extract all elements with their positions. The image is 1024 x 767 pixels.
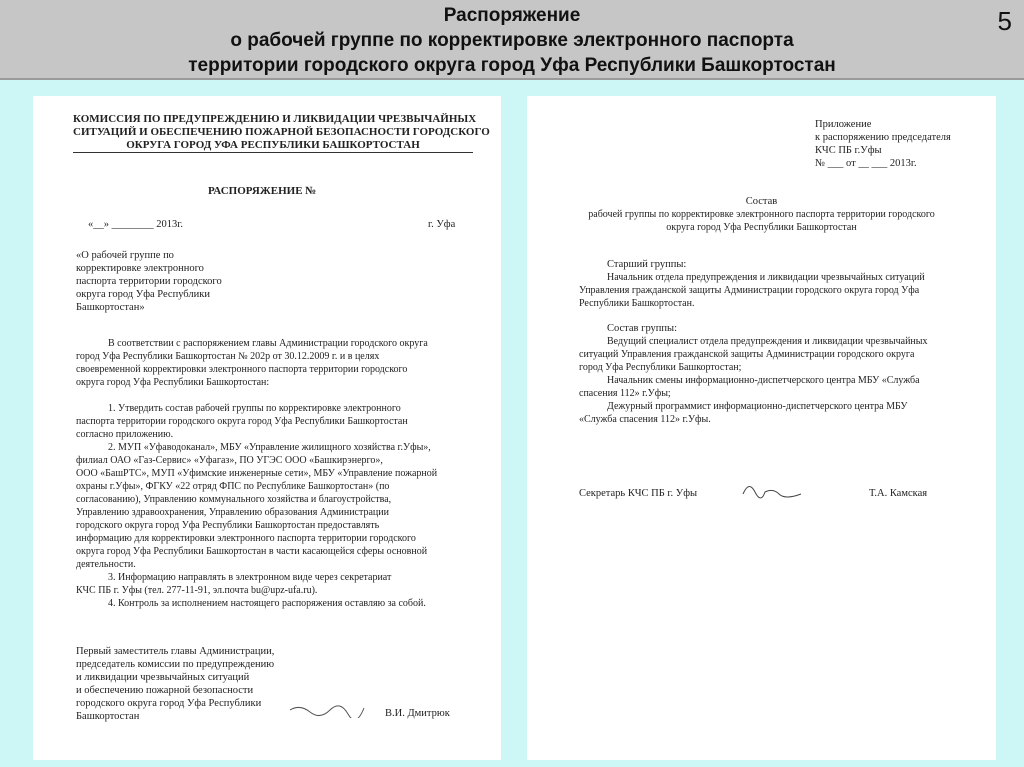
slide-number: 5	[997, 6, 1012, 36]
heading-line: округа город Уфа Республики Башкортостан	[666, 222, 857, 233]
order-title: РАСПОРЯЖЕНИЕ №	[208, 185, 317, 197]
subject-line: «О рабочей группе по	[76, 250, 174, 261]
member-line: Ведущий специалист отдела предупреждения и ликвидации чрезвычайных	[607, 336, 928, 347]
member-line: город Уфа Республики Башкортостан;	[579, 362, 742, 373]
heading-line: рабочей группы по корректировке электронного паспорта территории городского	[588, 209, 935, 220]
leader-line: Управления гражданской защиты Администрации городского округа город Уфа	[579, 285, 920, 296]
item-line: городского округа город Уфа Республики Башкортостан предоставлять	[76, 520, 380, 531]
leader-label: Старший группы:	[607, 259, 687, 270]
secretary-name: Т.А. Камская	[869, 488, 928, 499]
order-document	[33, 96, 501, 760]
subject-line: Башкортостан»	[76, 302, 145, 313]
order-date: «__» ________ 2013г.	[88, 219, 183, 230]
item-line: округа город Уфа Республики Башкортостан в части касающейся сферы основной	[76, 546, 428, 557]
item-line: деятельности.	[76, 559, 136, 570]
item-line: Управлению здравоохранения, Управлению образования Администрации	[76, 507, 389, 518]
subject-line: округа город Уфа Республики	[76, 289, 210, 300]
item-line: ООО «БашРТС», МУП «Уфимские инженерные сети», МБУ «Управление пожарной	[76, 468, 438, 479]
commission-line: СИТУАЦИЙ И ОБЕСПЕЧЕНИЮ ПОЖАРНОЙ БЕЗОПАСНОСТИ ГОРОДСКОГО	[73, 126, 490, 138]
item-line: 2. МУП «Уфаводоканал», МБУ «Управление жилищного хозяйства г.Уфы»,	[108, 442, 431, 453]
signature-line: и ликвидации чрезвычайных ситуаций	[76, 672, 250, 683]
commission-line: КОМИССИЯ ПО ПРЕДУПРЕЖДЕНИЮ И ЛИКВИДАЦИИ ЧРЕЗВЫЧАЙНЫХ	[73, 113, 477, 125]
preamble-line: округа город Уфа Республики Башкортостан:	[76, 377, 270, 388]
item-line: согласно приложению.	[76, 429, 174, 440]
item-line: 4. Контроль за исполнением настоящего распоряжения оставляю за собой.	[108, 598, 426, 609]
members-label: Состав группы:	[607, 323, 678, 334]
title-line: Распоряжение	[443, 5, 581, 26]
appendix-document	[527, 96, 996, 760]
order-city: г. Уфа	[428, 219, 456, 230]
signature-line: председатель комиссии по предупреждению	[76, 659, 275, 670]
subject-line: паспорта территории городского	[76, 276, 222, 287]
leader-line: Начальник отдела предупреждения и ликвидации чрезвычайных ситуаций	[607, 272, 925, 283]
preamble-line: город Уфа Республики Башкортостан № 202р от 30.12.2009 г. и в целях	[76, 351, 380, 362]
signatory-name: В.И. Дмитрюк	[385, 708, 450, 719]
signature-line: Первый заместитель главы Администрации,	[76, 646, 275, 657]
appendix-line: к распоряжению председателя	[815, 132, 951, 143]
preamble-line: своевременной корректировки электронного паспорта территории городского	[76, 364, 408, 375]
appendix-line: Приложение	[815, 119, 872, 130]
item-line: паспорта территории городского округа город Уфа Республики Башкортостан	[76, 416, 408, 427]
subject-line: корректировке электронного	[76, 263, 204, 274]
slide-title	[0, 3, 1024, 78]
member-line: ситуаций Управления гражданской защиты Администрации городского округа	[579, 349, 915, 360]
signature-line: и обеспечению пожарной безопасности	[76, 685, 254, 696]
appendix-line: № ___ от __ ___ 2013г.	[815, 158, 917, 169]
appendix-line: КЧС ПБ г.Уфы	[815, 145, 882, 156]
slide-header	[0, 0, 1024, 80]
member-line: Дежурный программист информационно-диспетчерского центра МБУ	[607, 401, 908, 412]
member-line: «Служба спасения 112» г.Уфы.	[579, 414, 711, 425]
item-line: информацию для корректировки электронного паспорта территории городского	[76, 533, 416, 544]
signature-line: городского округа город Уфа Республики	[76, 698, 262, 709]
member-line: Начальник смены информационно-диспетчерского центра МБУ «Служба	[607, 375, 920, 386]
item-line: охраны г.Уфы», ФГКУ «22 отряд ФПС по Республике Башкортостан» (по	[76, 481, 390, 492]
preamble-line: В соответствии с распоряжением главы Администрации городского округа	[108, 338, 428, 349]
heading-line: Состав	[745, 196, 778, 207]
secretary-label: Секретарь КЧС ПБ г. Уфы	[579, 488, 698, 499]
title-line: о рабочей группе по корректировке электронного паспорта	[230, 30, 794, 51]
secretary-signature	[739, 478, 809, 500]
title-line: территории городского округа город Уфа Республики Башкортостан	[188, 55, 836, 76]
leader-line: Республики Башкортостан.	[579, 298, 695, 309]
signature-scribble	[288, 696, 368, 718]
item-line: 3. Информацию направлять в электронном виде через секретариат	[108, 572, 392, 583]
item-line: согласованию), Управлению коммунального хозяйства и благоустройства,	[76, 494, 392, 505]
signature-line: Башкортостан	[76, 711, 140, 722]
item-line: филиал ОАО «Газ-Сервис» «Уфагаз», ПО УГЭС ООО «Башкирэнерго»,	[76, 455, 383, 466]
item-line: КЧС ПБ г. Уфы (тел. 277-11-91, эл.почта bu@upz-ufa.ru).	[76, 585, 318, 596]
commission-line: ОКРУГА ГОРОД УФА РЕСПУБЛИКИ БАШКОРТОСТАН	[73, 139, 473, 153]
item-line: 1. Утвердить состав рабочей группы по корректировке электронного	[108, 403, 401, 414]
member-line: спасения 112» г.Уфы;	[579, 388, 671, 399]
